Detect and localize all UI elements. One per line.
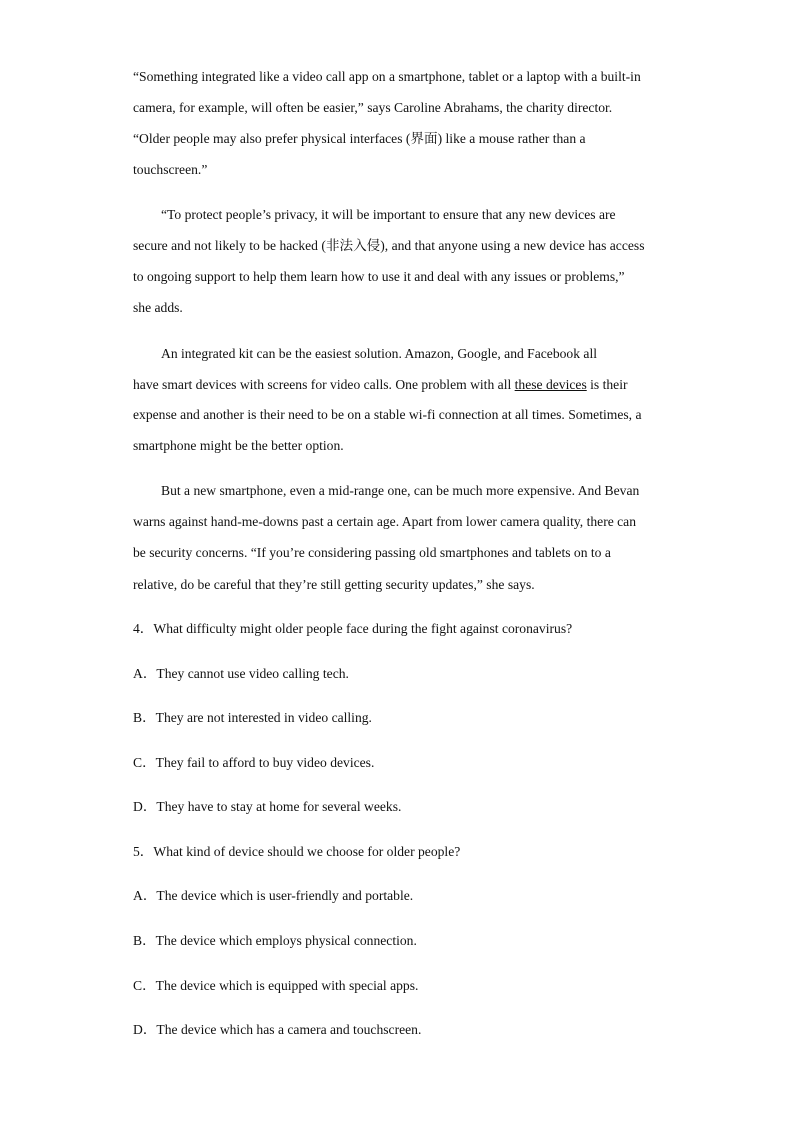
paragraph-2-line-1: “To protect people’s privacy, it will be important to ensure that any new devices are	[161, 207, 616, 222]
question-4-option-d: D．They have to stay at home for several weeks.	[133, 799, 402, 814]
paragraph-1-line-4: touchscreen.”	[133, 162, 208, 177]
question-5-stem: 5．What kind of device should we choose for older people?	[133, 844, 461, 859]
paragraph-2-line-4: she adds.	[133, 300, 183, 315]
paragraph-4-line-2: warns against hand-me-downs past a certain age. Apart from lower camera quality, there can	[133, 514, 637, 529]
paragraph-1-line-1: “Something integrated like a video call app on a smartphone, tablet or a laptop with a built-in	[133, 69, 641, 84]
paragraph-3-line-3: expense and another is their need to be on a stable wi-fi connection at all times. Sometimes, a	[133, 407, 642, 422]
paragraph-1-line-2: camera, for example, will often be easier,” says Caroline Abrahams, the charity director.	[133, 100, 613, 115]
question-5-option-c: C．The device which is equipped with special apps.	[133, 978, 419, 993]
paragraph-3-line-2-after: is their	[586, 377, 628, 392]
paragraph-4-line-1: But a new smartphone, even a mid-range one, can be much more expensive. And Bevan	[161, 483, 640, 498]
paragraph-3-line-1: An integrated kit can be the easiest solution. Amazon, Google, and Facebook all	[161, 346, 598, 361]
paragraph-2-line-2: secure and not likely to be hacked (非法入侵), and that anyone using a new device has access	[133, 238, 645, 253]
question-5-option-a: A．The device which is user-friendly and portable.	[133, 888, 414, 903]
underlined-phrase: these devices	[514, 377, 587, 392]
question-4-option-b: B．They are not interested in video calling.	[133, 710, 372, 725]
question-5-option-b: B．The device which employs physical connection.	[133, 933, 417, 948]
paragraph-4-line-4: relative, do be careful that they’re still getting security updates,” she says.	[133, 577, 535, 592]
paragraph-3-line-2-before: have smart devices with screens for video calls. One problem with all	[133, 377, 515, 392]
paragraph-4-line-3: be security concerns. “If you’re considering passing old smartphones and tablets on to a	[133, 545, 611, 560]
paragraph-2-line-3: to ongoing support to help them learn how to use it and deal with any issues or problems,”	[133, 269, 625, 284]
paragraph-3-line-2	[133, 376, 628, 394]
question-4-option-c: C．They fail to afford to buy video devices.	[133, 755, 375, 770]
paragraph-1-line-3: “Older people may also prefer physical interfaces (界面) like a mouse rather than a	[133, 131, 586, 146]
paragraph-3-line-4: smartphone might be the better option.	[133, 438, 344, 453]
question-4-option-a: A．They cannot use video calling tech.	[133, 666, 349, 681]
question-5-option-d: D．The device which has a camera and touchscreen.	[133, 1022, 422, 1037]
question-4-stem: 4．What difficulty might older people face during the fight against coronavirus?	[133, 621, 573, 636]
